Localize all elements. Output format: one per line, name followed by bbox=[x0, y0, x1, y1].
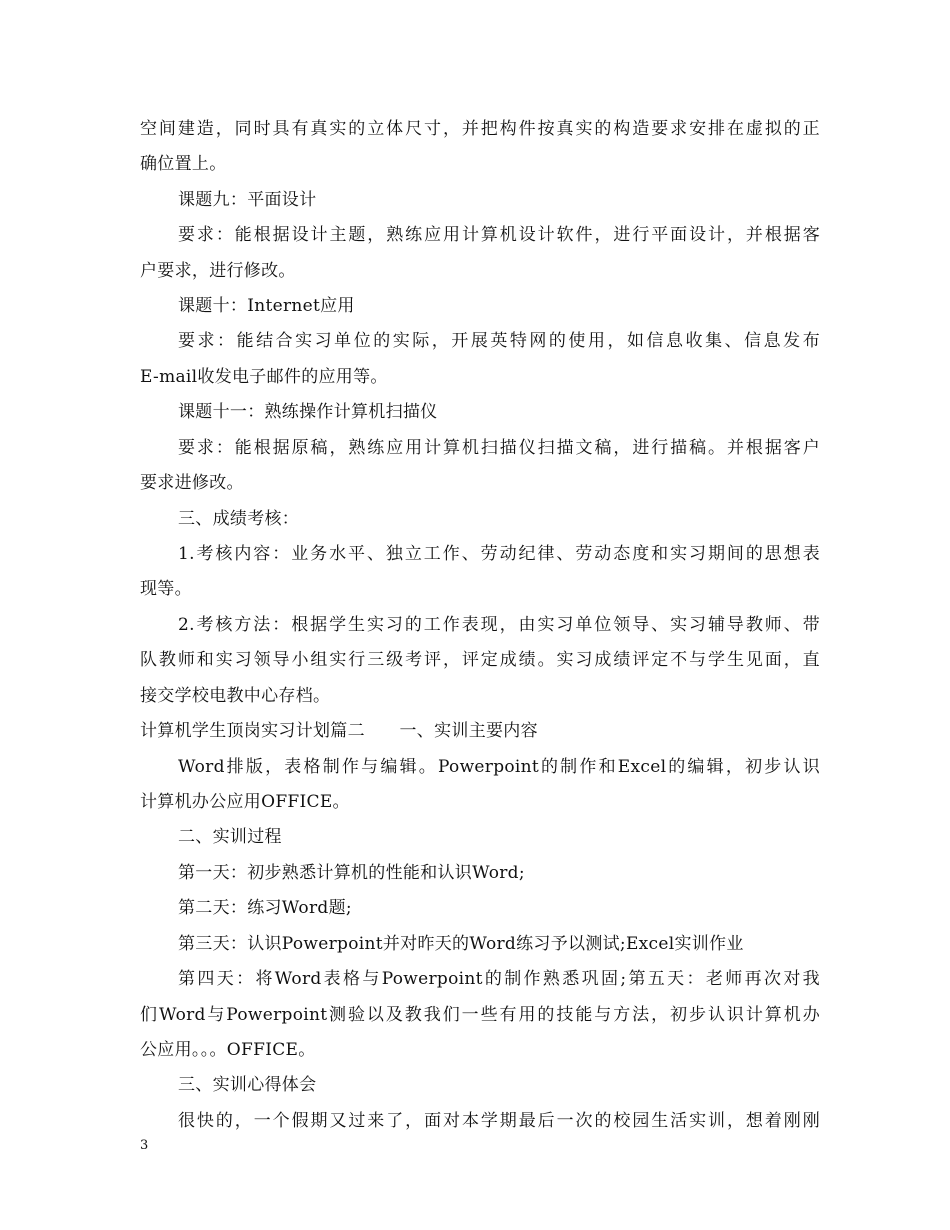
paragraph-line: 计算机办公应用OFFICE。 bbox=[140, 792, 350, 812]
paragraph-line: 现等。 bbox=[140, 579, 192, 599]
paragraph-line: 第四天：将Word表格与Powerpoint的制作熟悉巩固;第五天：老师再次对我 bbox=[178, 969, 820, 989]
paragraph-line: 第一天：初步熟悉计算机的性能和认识Word; bbox=[178, 863, 525, 883]
section-heading: 课题十一：熟练操作计算机扫描仪 bbox=[178, 402, 438, 422]
paragraph-line: E-mail收发电子邮件的应用等。 bbox=[140, 367, 388, 387]
article-title-line: 计算机学生顶岗实习计划篇二 一、实训主要内容 bbox=[140, 721, 538, 741]
paragraph-line: 很快的，一个假期又过来了，面对本学期最后一次的校园生活实训，想着刚刚 bbox=[178, 1111, 820, 1131]
section-heading: 课题九：平面设计 bbox=[178, 190, 317, 210]
paragraph-line: 户要求，进行修改。 bbox=[140, 261, 296, 281]
paragraph-line: 要求进修改。 bbox=[140, 473, 244, 493]
paragraph-line: 公应用。。。OFFICE。 bbox=[140, 1040, 316, 1060]
paragraph-line: 2.考核方法：根据学生实习的工作表现，由实习单位领导、实习辅导教师、带 bbox=[178, 615, 820, 635]
paragraph-line: 要求：能根据原稿，熟练应用计算机扫描仪扫描文稿，进行描稿。并根据客户 bbox=[178, 438, 820, 458]
section-heading: 三、成绩考核： bbox=[178, 509, 300, 529]
paragraph-line: 1.考核内容：业务水平、独立工作、劳动纪律、劳动态度和实习期间的思想表 bbox=[178, 544, 820, 564]
paragraph-line: 空间建造，同时具有真实的立体尺寸，并把构件按真实的构造要求安排在虚拟的正 bbox=[140, 119, 820, 139]
paragraph-line: 要求：能根据设计主题，熟练应用计算机设计软件，进行平面设计，并根据客 bbox=[178, 225, 820, 245]
section-heading: 三、实训心得体会 bbox=[178, 1075, 317, 1095]
paragraph-line: 队教师和实习领导小组实行三级考评，评定成绩。实习成绩评定不与学生见面，直 bbox=[140, 650, 820, 670]
paragraph-line: Word排版，表格制作与编辑。Powerpoint的制作和Excel的编辑，初步认识 bbox=[178, 757, 820, 777]
page-number: 3 bbox=[140, 1138, 149, 1153]
section-heading: 二、实训过程 bbox=[178, 827, 282, 847]
paragraph-line: 们Word与Powerpoint测验以及教我们一些有用的技能与方法，初步认识计算机办 bbox=[140, 1005, 820, 1025]
section-heading: 课题十：Internet应用 bbox=[178, 296, 355, 316]
paragraph-line: 要求：能结合实习单位的实际，开展英特网的使用，如信息收集、信息发布 bbox=[178, 331, 820, 351]
paragraph-line: 确位置上。 bbox=[140, 154, 227, 174]
paragraph-line: 接交学校电教中心存档。 bbox=[140, 686, 331, 706]
paragraph-line: 第三天：认识Powerpoint并对昨天的Word练习予以测试;Excel实训作业 bbox=[178, 934, 744, 954]
paragraph-line: 第二天：练习Word题; bbox=[178, 898, 352, 918]
